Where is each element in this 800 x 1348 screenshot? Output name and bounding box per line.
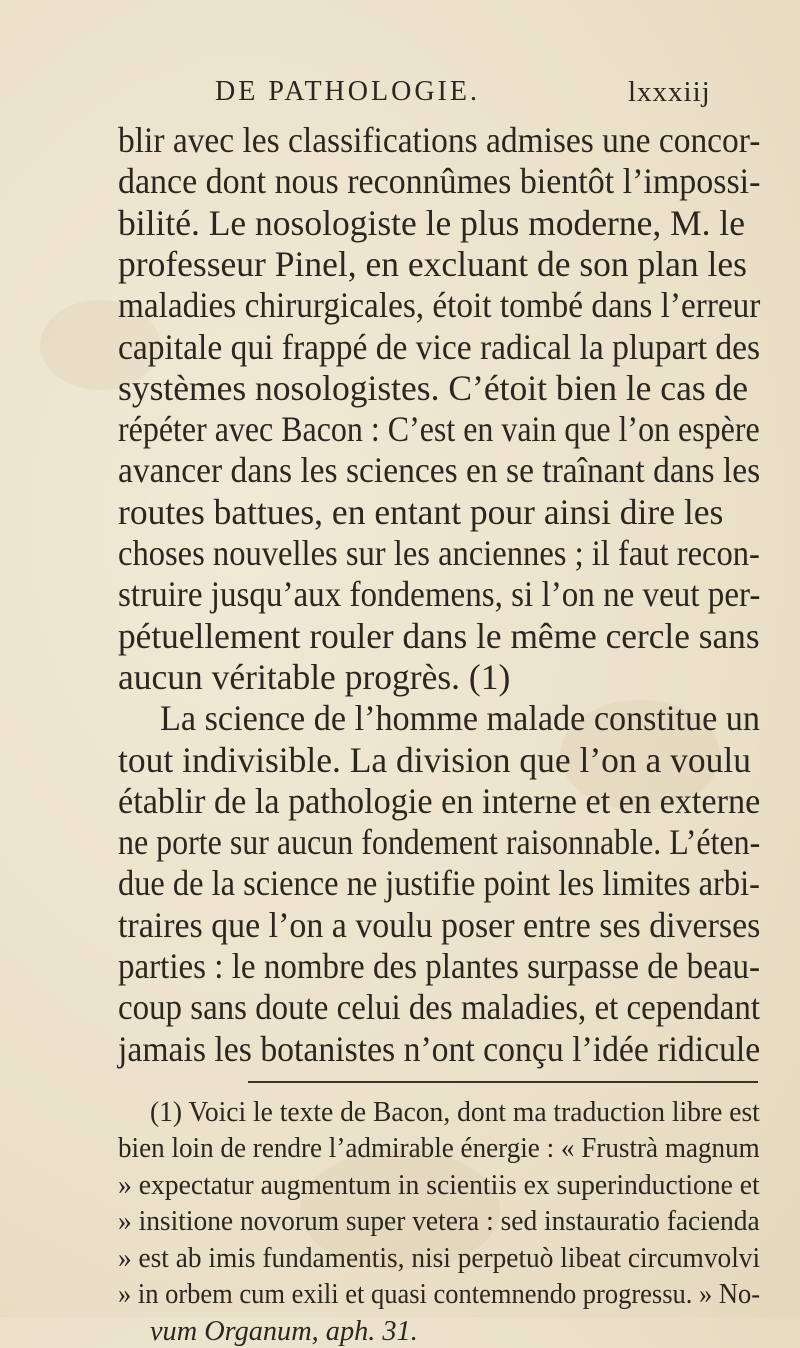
- text-line: jamais les botanistes n’ont conçu l’idée ridicule: [118, 1028, 761, 1069]
- footnote-citation-line: [150, 1316, 418, 1348]
- text-line: pétuellement rouler dans le même cercle sans: [118, 615, 760, 656]
- text-line: avancer dans les sciences en se traînant dans les: [118, 450, 761, 491]
- footnote-line: » in orbem cum exili et quasi contemnendo progressu. » No-: [118, 1279, 761, 1311]
- text-line: routes battues, en entant pour ainsi dire les: [118, 491, 724, 532]
- footnote-rule: [248, 1081, 758, 1083]
- aphorism-reference: , aph. 31.: [311, 1315, 418, 1347]
- footnote-line: bien loin de rendre l’admirable énergie : « Frustrà magnum: [118, 1133, 760, 1165]
- text-line: systèmes nosologistes. C’étoit bien le cas de: [118, 367, 749, 408]
- text-line: maladies chirurgicales, étoit tombé dans l’erreur: [118, 285, 761, 326]
- footnote-line: » expectatur augmentum in scientiis ex superinductione et: [118, 1169, 760, 1201]
- work-title: vum Organum: [150, 1315, 312, 1347]
- text-line: traires que l’on a voulu poser entre ses diverses: [118, 904, 761, 945]
- running-title: DE PATHOLOGIE.: [215, 76, 480, 107]
- text-line: capitale qui frappé de vice radical la plupart des: [118, 326, 761, 367]
- paragraph-start-line: La science de l’homme malade constitue un: [160, 698, 760, 739]
- text-line: établir de la pathologie en interne et en externe: [118, 780, 761, 821]
- footnote-line: » insitione novorum super vetera : sed instauratio facienda: [118, 1206, 760, 1238]
- text-line: bilité. Le nosologiste le plus moderne, M. le: [118, 202, 746, 243]
- text-line: aucun véritable progrès. (1): [118, 656, 511, 697]
- text-line: blir avec les classifications admises une concor-: [118, 120, 761, 160]
- text-line: ne porte sur aucun fondement raisonnable. L’éten-: [118, 822, 761, 863]
- footnote-line: (1) Voici le texte de Bacon, dont ma traduction libre est: [150, 1096, 760, 1128]
- text-line: choses nouvelles sur les anciennes ; il faut recon-: [118, 533, 760, 573]
- text-line: due de la science ne justifie point les limites arbi-: [118, 863, 760, 904]
- text-line: dance dont nous reconnûmes bientôt l’impossi-: [118, 161, 761, 202]
- text-line: professeur Pinel, en excluant de son plan les: [118, 243, 747, 284]
- running-head: [0, 76, 800, 116]
- text-line: parties : le nombre des plantes surpasse de beau-: [118, 946, 761, 986]
- page-number: lxxxiij: [628, 76, 711, 108]
- text-line: coup sans doute celui des maladies, et cependant: [118, 987, 760, 1028]
- text-line: répéter avec Bacon : C’est en vain que l’on espère: [118, 409, 760, 450]
- footnote-line: » est ab imis fundamentis, nisi perpetuò libeat circumvolvi: [118, 1242, 761, 1274]
- text-line: tout indivisible. La division que l’on a voulu: [118, 739, 752, 780]
- text-line: struire jusqu’aux fondemens, si l’on ne veut per-: [118, 574, 761, 615]
